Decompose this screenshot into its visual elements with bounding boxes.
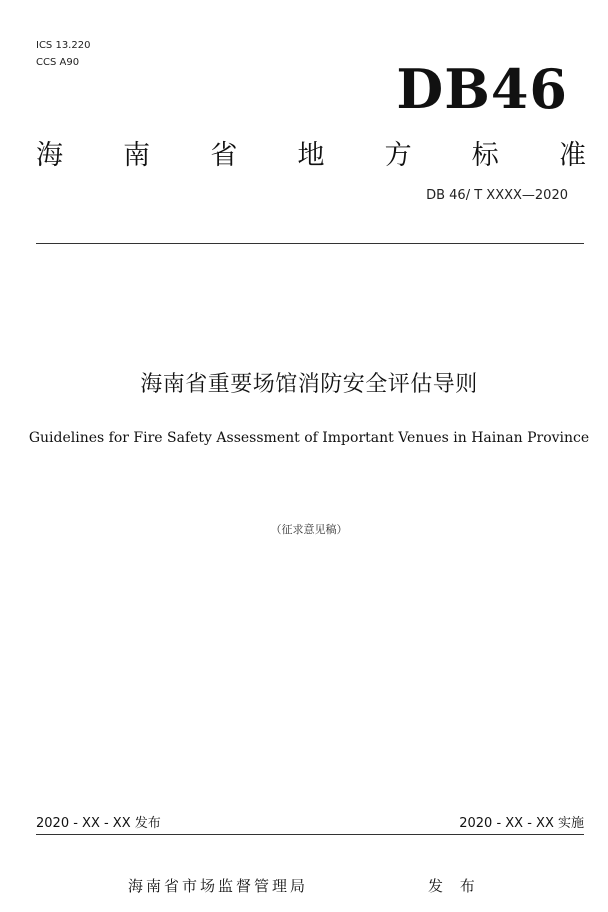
- draft-note: （征求意见稿）: [270, 523, 348, 536]
- document-number: DB 46/ T XXXX—2020: [426, 188, 568, 203]
- standard-type-char: 方: [384, 139, 412, 171]
- standard-type-char: 南: [123, 139, 151, 171]
- standard-type-char: 准: [558, 139, 586, 171]
- publish-label: 发 布: [428, 877, 481, 895]
- implement-date: 2020 - XX - XX 实施: [459, 816, 584, 831]
- standard-type-char: 标: [471, 139, 499, 171]
- ics-code: ICS 13.220: [36, 40, 91, 51]
- issue-date: 2020 - XX - XX 发布: [36, 816, 161, 831]
- standard-type-char: 地: [297, 139, 325, 171]
- footer-divider: [36, 834, 584, 835]
- standard-code: DB46: [396, 57, 568, 121]
- standard-type-banner: [36, 130, 586, 174]
- standard-type-char: 省: [210, 139, 238, 171]
- english-title: Guidelines for Fire Safety Assessment of Important Venues in Hainan Province: [28, 430, 590, 446]
- page-title: 海南省重要场馆消防安全评估导则: [140, 372, 478, 397]
- standard-type-char: 海: [36, 139, 63, 171]
- issuer: 海南省市场监督管理局: [128, 877, 309, 895]
- header-divider: [36, 243, 584, 244]
- ccs-code: CCS A90: [36, 57, 80, 68]
